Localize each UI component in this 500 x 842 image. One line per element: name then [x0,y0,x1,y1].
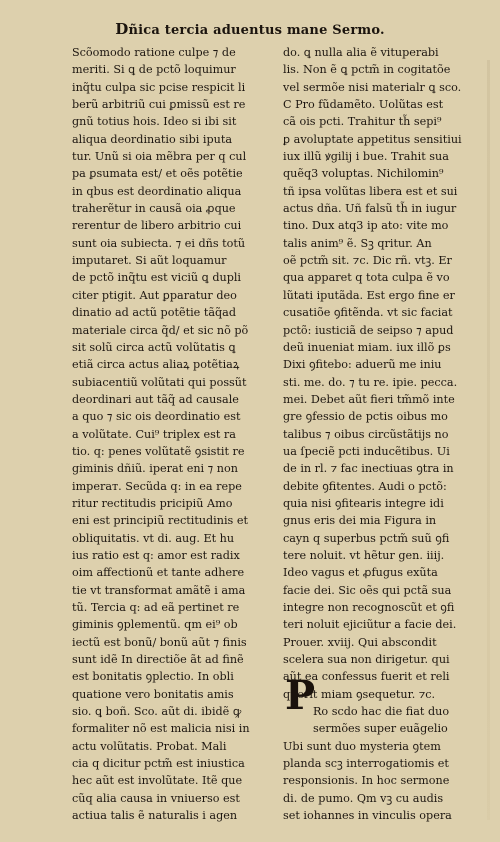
text-line: hec aũt est involũtate. Itẽ que [72,774,243,788]
text-line: set iohannes in vinculis opera [283,809,452,823]
text-line: tio. q: penes volũtatẽ ꝯsistit re [72,444,245,458]
text-line: pctõ: iusticiã de seipso ⁊ apud [283,323,454,337]
text-line: subiacentiũ volũtati qui possũt [72,375,247,389]
text-line: teri noluit ejiciũtur a facie dei. [283,618,457,632]
text-line: ua ſpeciẽ pcti inducẽtibus. Ui [283,444,450,458]
text-line: sio. ꝗ boñ. Sco. aũt di. ibidẽ ꝙ [72,705,242,719]
text-line: facie dei. Sic oẽs qui pctã sua [283,583,452,597]
text-line: etiã circa actus aliaꝝ potẽtiaꝝ [72,358,240,372]
text-line: tur. Unũ si oia mẽbra per q cul [72,150,247,164]
text-line: ritur rectitudis pricipiũ Amo [72,496,233,510]
text-line: oẽ pctm̃ sit. ⁊c. Dic rñ. vtꝫ. Er [283,254,452,268]
text-line: mei. Debet aũt fieri tm̃mõ inte [283,392,455,406]
text-line: inq̃tu culpa sic pcise respicit li [72,80,246,94]
text-line: formaliter nõ est malicia nisi in [72,722,250,736]
text-line: deũ inueniat miam. iux illõ ꝑs [283,340,451,354]
text-line: de pctõ inq̃tu est viciũ ꝗ dupli [72,271,242,285]
text-line: cã ois pcti. Trahitur th̃ sepi⁹ [283,115,442,129]
text-line: Prouer. xviij. Qui abscondit [283,635,437,649]
left-text-column [72,44,279,824]
text-line: scelera sua non dirigetur. qui [283,653,450,667]
text-line: ꝑ avoluptate appetitus sensitiui [283,132,462,146]
text-line: cayn q superbus pctm̃ suũ ꝯfi [283,531,450,545]
decorated-initial-p: P [285,672,316,719]
text-line: quatione vero bonitatis amis [72,687,234,701]
text-line: giminis ꝯplementũ. qm ei⁹ ob [72,618,238,632]
header-initial: D [115,20,129,38]
text-line: tñ ipsa volũtas libera est et sui [283,184,458,198]
text-line: deordinari aut tãq̃ ad causale [72,392,239,406]
text-line: citer ptigit. Aut ꝑparatur deo [72,288,237,302]
text-line: querit miam ꝯsequetur. ⁊c. [283,687,436,701]
text-line: obliquitatis. vt di. aug. Et hu [72,531,235,545]
page-edge-shadow [487,60,490,820]
text-line: Scõomodo ratione culpe ⁊ de [72,46,236,59]
text-line: est bonitatis ꝯplectio. In obli [72,670,234,684]
text-line: cia q dicitur pctm̃ est iniustica [72,757,245,771]
text-line: di. de pumo. Qm vꝫ cu audis [283,791,444,805]
text-line: sermões super euãgelio [313,722,448,736]
text-line: cusatiõe ꝯfitẽnda. vt sic faciat [283,306,453,320]
text-line: actu volũtatis. Probat. Mali [72,739,227,753]
text-line: actus dña. Uñ falsũ th̃ in iugur [283,202,457,216]
text-line: sti. me. do. ⁊ tu re. ipie. pecca. [283,375,458,389]
running-header [0,20,500,38]
text-line: imperaт. Secũda q: in ea repe [72,479,242,493]
text-line: aũt ea confessus fuerit et reli [283,670,450,684]
text-line: lis. Non ẽ ꝗ pctm̃ in cogitatõe [283,63,451,77]
text-line: dinatio ad actũ potẽtie tãq̃ad [72,306,236,320]
text-line: de in rl. ⁊ fac inectiuas ꝯtra in [283,462,454,476]
text-line: gnũ totius hois. Ideo si ibi sit [72,115,237,129]
header-title: ñica tercia aduentus mane Sermo. [128,23,385,38]
text-line: eni est principiũ rectitudinis et [72,514,248,528]
text-line: integre non recognoscũt et ꝯfi [283,601,455,614]
text-line: cũq aliа causa in vniuerso est [72,791,240,805]
text-line: talibus ⁊ oibus circũstãtijs no [283,427,449,441]
text-line: tũ. Tercia q: ad eã pertinet re [72,601,240,614]
text-line: lũtati iputãda. Est ergo fine er [283,288,455,302]
text-line: iux illũ ꝟgilij i bue. Trahit sua [283,150,449,164]
text-line: vel sermõe nisi materialr ꝗ sco. [283,80,462,94]
text-line: rerentur de libero arbitrio cui [72,219,242,233]
text-line: responsionis. In hoc sermone [283,774,450,788]
text-line: sunt oia subiecta. ⁊ ei dñs totũ [72,236,246,250]
text-line: a quo ⁊ sic ois deordinatio est [72,410,241,424]
text-line: Dixi ꝯfitebo: aduerũ me iniu [283,358,442,372]
text-line: gnus eris dei mia Figura in [283,514,437,528]
text-line: debite ꝯfitentes. Audi o pctõ: [283,479,447,493]
text-line: a volũtate. Cui⁹ triplex est ra [72,427,236,441]
text-line: qua apparet q tota culpa ẽ vo [283,271,450,285]
text-line: imputaret. Si aũt loquamur [72,254,227,268]
text-line: gre ꝯfessio de pctis oibus mo [283,410,448,424]
text-line: giminis dñiũ. iperat eni ⁊ non [72,462,238,476]
text-line: berũ arbitriũ cui ꝑmissũ est re [72,98,246,112]
text-line: actiua talis ẽ naturalis i agen [72,809,238,823]
text-line: in qbus est deordinatio aliqua [72,184,242,198]
text-line: Ubi sunt duo mysteria ꝯtem [283,739,441,753]
text-line: tie vt transformat amãtẽ i ama [72,583,246,597]
text-line: quia nisi ꝯfitearis integre idi [283,496,444,510]
text-line: aliqua deordinatio sibi iputa [72,132,232,146]
text-line: Ideo vagus et ꝓfugus exũta [283,566,438,580]
text-line: tere noluit. vt hẽtur gen. iiij. [283,548,445,562]
text-line: talis anim⁹ ẽ. Sꝫ qritur. An [283,236,432,250]
text-line: iectũ est bonũ/ bonũ aũt ⁊ finis [72,635,247,649]
text-line: ius ratio est q: amor est radix [72,548,240,562]
text-line: sunt idẽ In directiõe ãt ad finẽ [72,653,244,667]
text-line: oim affectionũ et tante adhere [72,566,245,580]
text-line: planda scꝫ interrogatiomis et [283,757,449,771]
text-line: quẽq3 voluptas. Nichilomin⁹ [283,167,444,181]
text-line: Ro scdo hac die fiat duo [313,705,450,719]
text-line: sit solũ circa actũ volũtatis ꝗ [72,340,236,354]
text-line: materiale circa q̃d/ et sic nõ põ [72,323,249,337]
text-line: pa ꝑsumata est/ et oẽs potẽtie [72,167,243,181]
text-line: tino. Dux atq3 ip ato: vite mo [283,219,449,233]
text-line: meriti. Si ꝗ de pctõ loquimur [72,63,236,77]
text-line: C Pro fũdamẽto. Uolũtas est [283,98,444,112]
text-line: traherẽtur in causã oia ꝓque [72,202,236,216]
text-line: do. ꝗ nulla alia ẽ vituperabi [283,46,439,59]
